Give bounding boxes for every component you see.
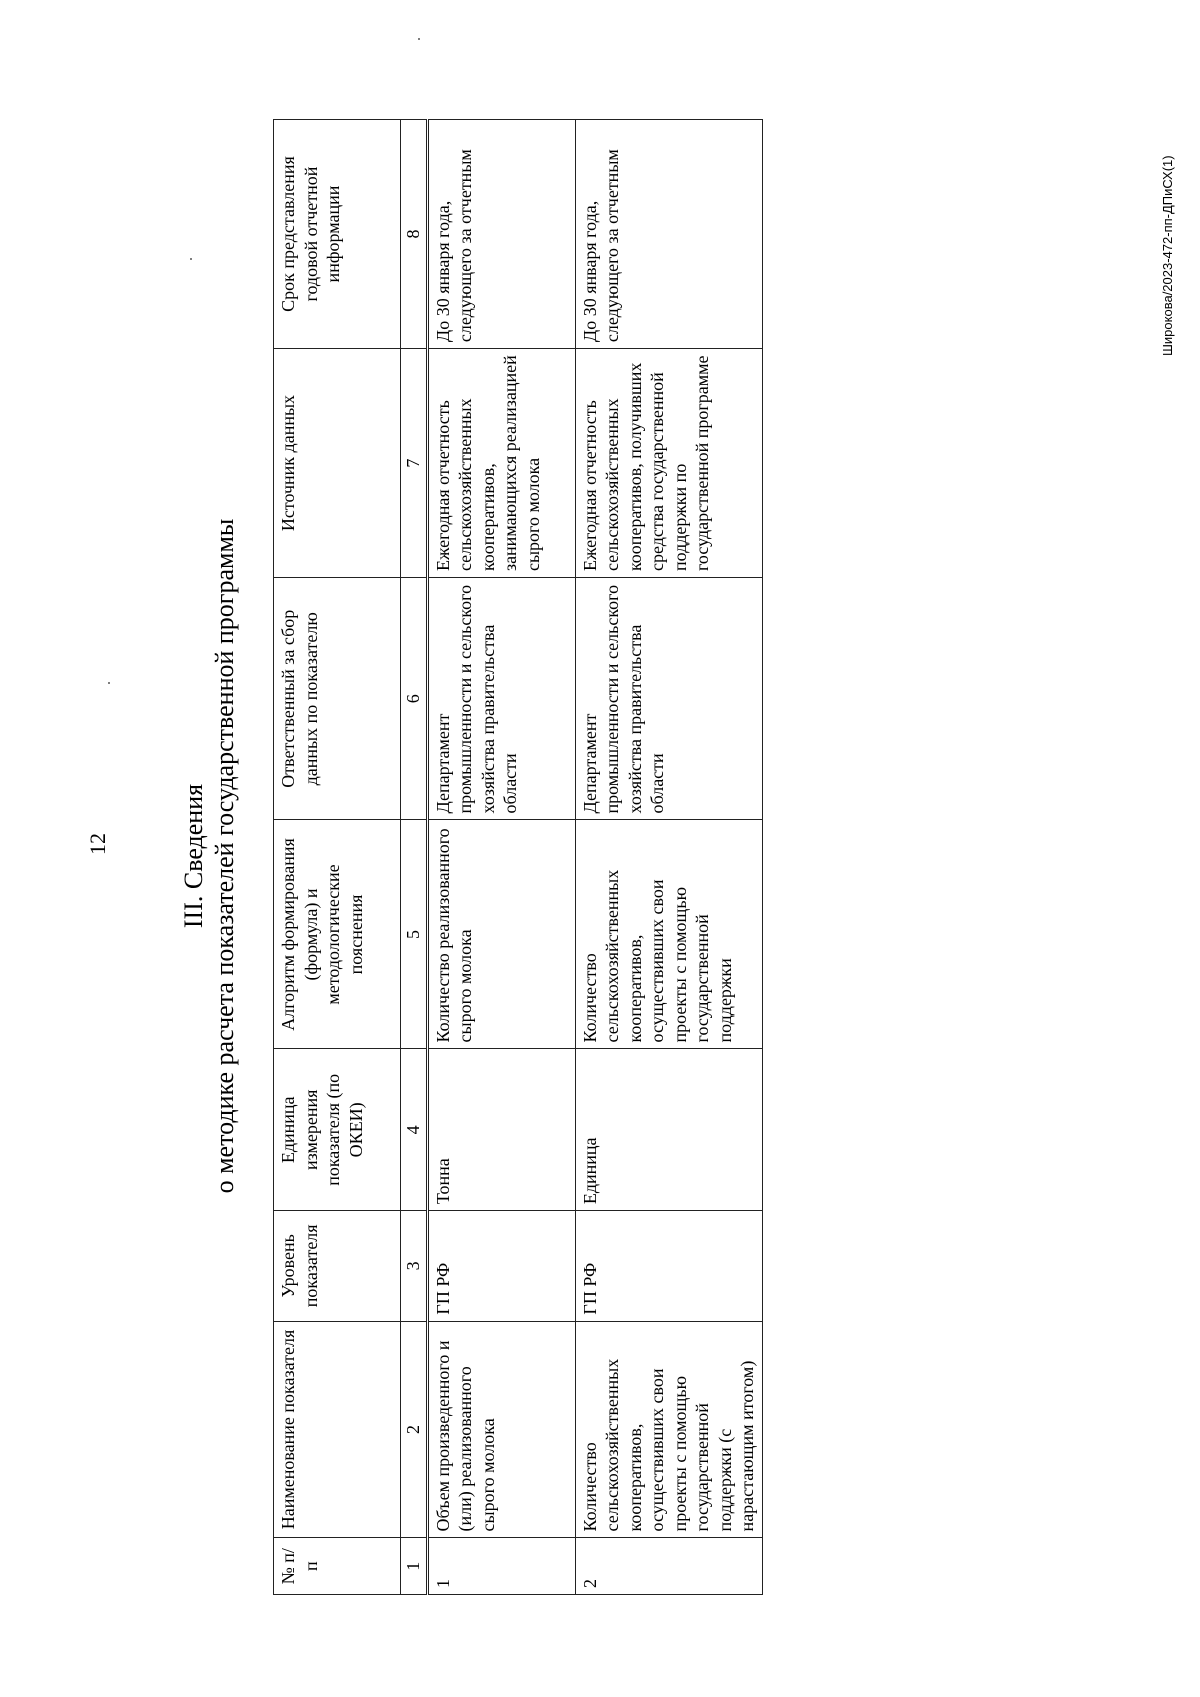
page-number: 12	[85, 833, 110, 855]
table-cell: Департамент промышленности и сельского хозяйства правительства области	[427, 578, 575, 820]
table-row	[575, 120, 762, 1595]
table-cell: Департамент промышленности и сельского хозяйства правительства области	[575, 578, 762, 820]
header-row	[274, 120, 401, 1595]
header-cell: Уровень показателя	[274, 1211, 401, 1321]
header-cell: Единица измерения показателя (по ОКЕИ)	[274, 1049, 401, 1211]
scan-speck	[108, 682, 110, 684]
header-cell: Алгоритм формирования (формула) и методологические пояснения	[274, 820, 401, 1049]
column-number-row	[401, 120, 428, 1595]
header-cell: Источник данных	[274, 349, 401, 578]
table-cell: Количество сельскохозяйственных кооперативов, осуществивших свои проекты с помощью государственной поддержки (с нарастающим итогом)	[575, 1321, 762, 1538]
header-cell: Срок представления годовой отчетной информации	[274, 120, 401, 349]
table-cell: 2	[575, 1538, 762, 1595]
section-heading	[178, 112, 240, 1600]
table-cell: Ежегодная отчетность сельскохозяйственных кооперативов, занимающихся реализацией сырого молока	[427, 349, 575, 578]
column-number: 7	[401, 349, 428, 578]
column-number: 5	[401, 820, 428, 1049]
rotated-content	[178, 112, 818, 1600]
section-subtitle: о методике расчета показателей государственной программы	[210, 518, 240, 1194]
table-cell: ГП РФ	[427, 1211, 575, 1321]
table-cell: Тонна	[427, 1049, 575, 1211]
section-title: III. Сведения	[179, 783, 208, 929]
table-cell: До 30 января года, следующего за отчетным	[427, 120, 575, 349]
column-number: 8	[401, 120, 428, 349]
column-number: 3	[401, 1211, 428, 1321]
table-cell: Количество реализованного сырого молока	[427, 820, 575, 1049]
column-number: 4	[401, 1049, 428, 1211]
table-cell: Количество сельскохозяйственных кооперативов, осуществивших свои проекты с помощью государственной поддержки	[575, 820, 762, 1049]
header-cell: № п/п	[274, 1538, 401, 1595]
table-cell: 1	[427, 1538, 575, 1595]
column-number: 1	[401, 1538, 428, 1595]
column-number: 2	[401, 1321, 428, 1538]
table-cell: Единица	[575, 1049, 762, 1211]
column-number: 6	[401, 578, 428, 820]
table-row	[427, 120, 575, 1595]
table-cell: ГП РФ	[575, 1211, 762, 1321]
table-cell: Объем произведенного и (или) реализованного сырого молока	[427, 1321, 575, 1538]
header-cell: Ответственный за сбор данных по показателю	[274, 578, 401, 820]
scan-speck	[418, 38, 420, 40]
table-cell: Ежегодная отчетность сельскохозяйственных кооперативов, получивших средства государственной поддержки по государственной программе	[575, 349, 762, 578]
table-cell: До 30 января года, следующего за отчетным	[575, 120, 762, 349]
header-cell: Наименование показателя	[274, 1321, 401, 1538]
document-stamp: Широкова/2023-472-пп-ДПиСХ(1)	[1160, 155, 1175, 356]
indicators-methodology-table	[273, 119, 763, 1595]
